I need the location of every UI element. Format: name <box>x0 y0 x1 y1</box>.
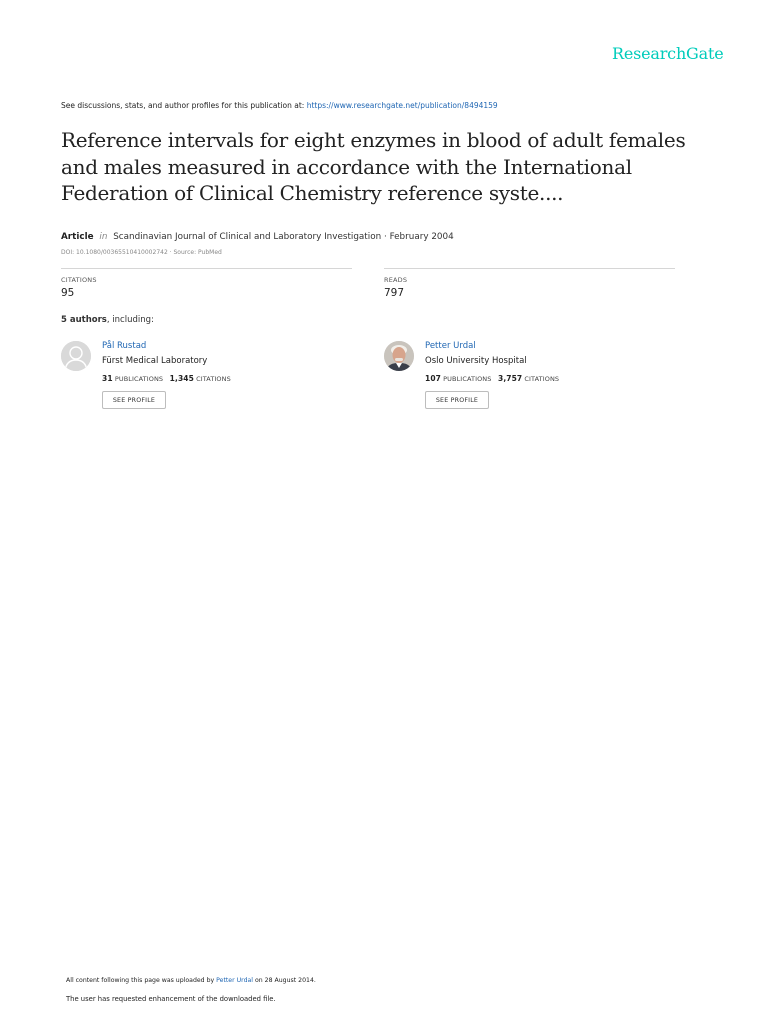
publication-date: February 2004 <box>389 232 454 242</box>
avatar[interactable] <box>61 341 91 371</box>
authors-suffix: , including: <box>106 315 154 325</box>
publications-label: PUBLICATIONS <box>114 375 164 383</box>
see-profile-button[interactable]: SEE PROFILE <box>102 391 166 409</box>
citations-label: CITATIONS <box>61 276 97 284</box>
publications-label: PUBLICATIONS <box>443 375 492 383</box>
in-word: in <box>99 232 108 242</box>
author-citations-label: CITATIONS <box>524 375 560 383</box>
citations-divider <box>61 268 352 269</box>
publications-count: 107 <box>425 374 441 383</box>
authors-count: 5 authors <box>61 315 107 325</box>
researchgate-logo[interactable]: ResearchGate <box>612 44 724 63</box>
author-card <box>61 341 361 421</box>
publication-title: Reference intervals for eight enzymes in blood of adult females and males measured in accordance with the International Federation of Clinical Chemistry reference syste.... <box>61 128 686 205</box>
publication-meta <box>61 232 454 242</box>
author-photo-icon <box>384 341 414 371</box>
author-stats <box>102 374 231 383</box>
avatar[interactable] <box>384 341 414 371</box>
journal-name: Scandinavian Journal of Clinical and Laboratory Investigation <box>113 232 382 242</box>
author-name-link[interactable]: Petter Urdal <box>425 341 476 351</box>
authors-heading <box>61 315 154 325</box>
author-stats <box>425 374 559 383</box>
upload-suffix: on 28 August 2014. <box>255 977 316 984</box>
reads-divider <box>384 268 675 269</box>
publication-url-link[interactable]: https://www.researchgate.net/publication/8494159 <box>306 101 498 110</box>
author-institution: Oslo University Hospital <box>425 356 527 366</box>
uploader-link[interactable]: Petter Urdal <box>216 977 254 984</box>
author-name-link[interactable]: Pål Rustad <box>102 341 147 351</box>
doi-line: DOI: 10.1080/00365510410002742 · Source: PubMed <box>61 249 222 256</box>
publications-count: 31 <box>102 374 113 383</box>
citations-value: 95 <box>61 287 75 299</box>
author-citations-count: 1,345 <box>169 374 194 383</box>
author-citations-count: 3,757 <box>498 374 523 383</box>
profiles-text: See discussions, stats, and author profiles for this publication at: <box>61 101 305 110</box>
upload-note <box>66 977 316 984</box>
reads-label: READS <box>384 276 408 284</box>
reads-value: 797 <box>384 287 405 299</box>
author-institution: Fürst Medical Laboratory <box>102 356 208 366</box>
author-card <box>384 341 684 421</box>
author-citations-label: CITATIONS <box>196 375 231 383</box>
see-profile-button[interactable]: SEE PROFILE <box>425 391 489 409</box>
meta-separator: · <box>383 232 387 242</box>
article-type: Article <box>61 232 94 242</box>
enhancement-note: The user has requested enhancement of the downloaded file. <box>66 995 276 1003</box>
upload-prefix: All content following this page was uploaded by <box>66 977 215 984</box>
profiles-line <box>61 101 498 110</box>
user-silhouette-icon <box>61 341 91 371</box>
